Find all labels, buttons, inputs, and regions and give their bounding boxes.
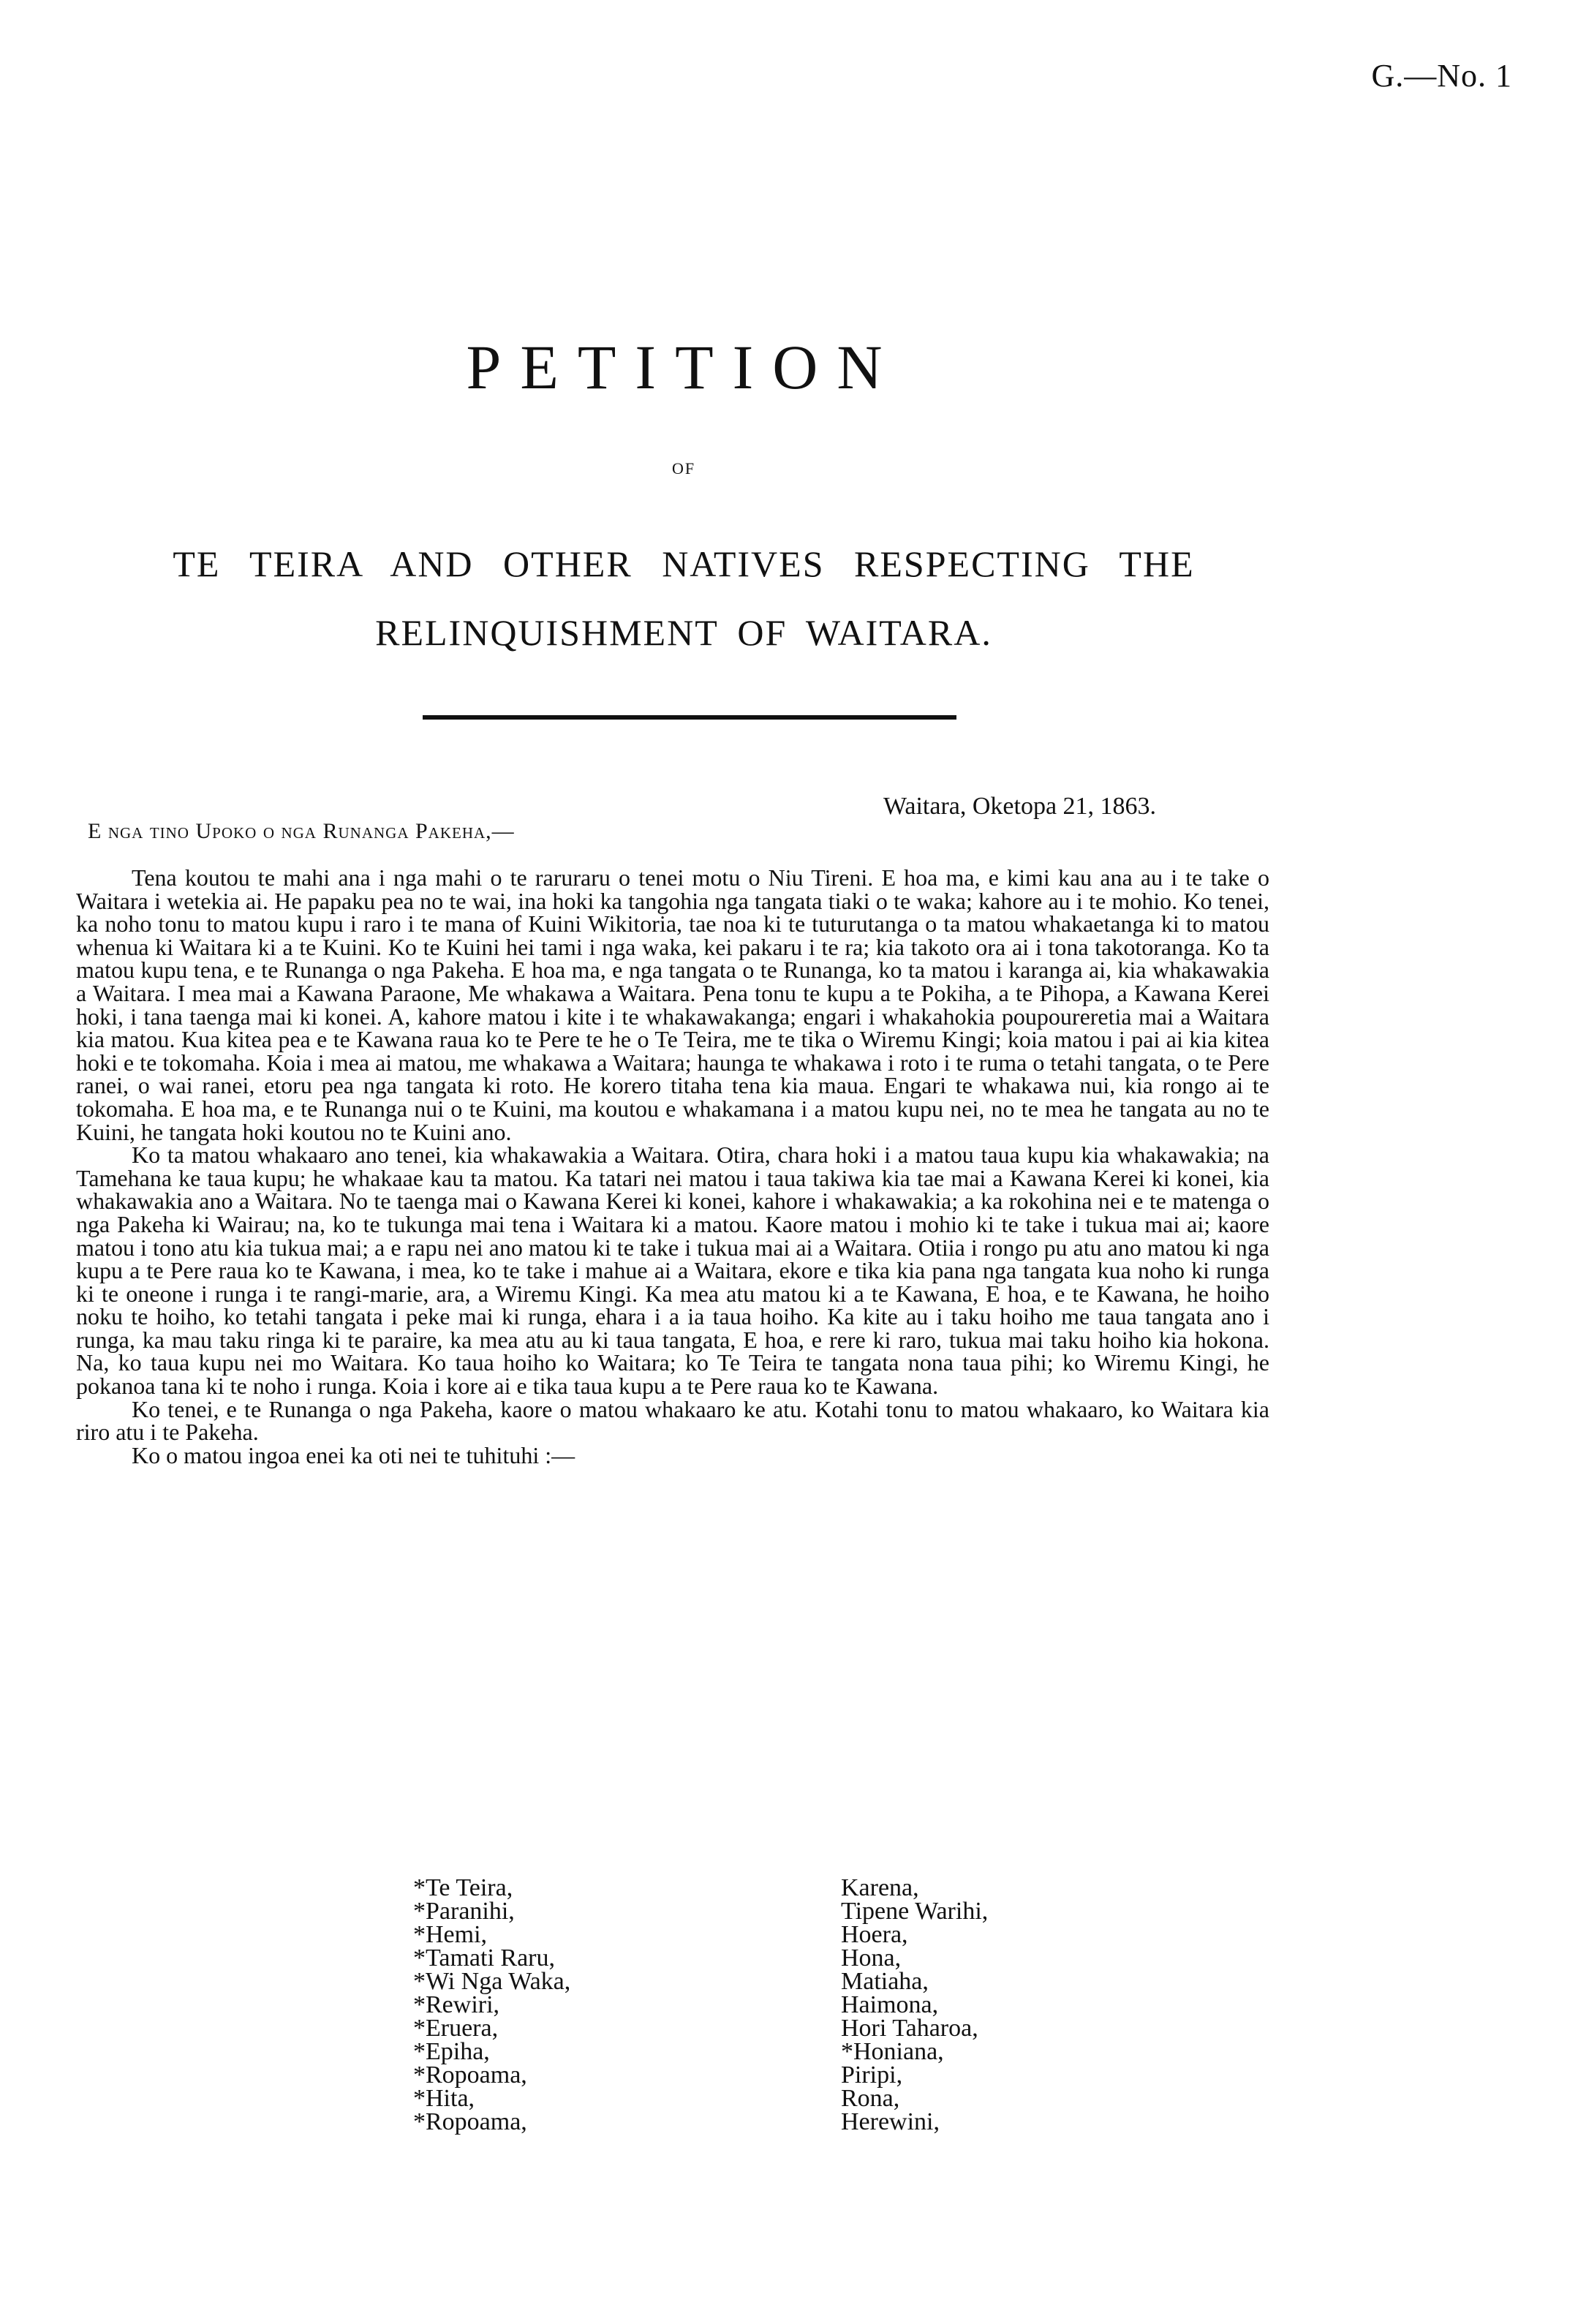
paragraph-2: Ko ta matou whakaaro ano tenei, kia whakawakia a Waitara. Otira, chara hoki i a matou taua kupu kia whakawakia; na Tamehana ke taua kupu; he whakaae kau ta matou. Ka tatari nei matou i taua takiwa kia tae mai a Kawana Kerei ki konei, kia whakawakia ano a Waitara. No te taenga mai o Kawana Kerei ki konei, kahore i whakawakia; a ka rokohina nei e te matenga o nga Pakeha ki Wairau; na, ko te tukunga mai tena i Waitara ki a matou. Kaore matou i mohio ki te take i tukua mai ai; kaore matou i tono atu kia tukua mai; a e rapu nei ano matou ki te take i tukua mai ai a Waitara. Otiia i rongo pu atu ano matou ki nga kupu a te Pere raua ko te Kawana, i mea, ko te take i mahue ai a Waitara, ekore e tika kia pana nga tangata kua noho ki runga ki te oneone i runga i te rangi-marie, ara, a Wiremu Kingi. Ka mea atu matou ki a te Kawana, E hoa, e te Kawana, he hoiho noku te hoiho, ko tetahi tangata i peke mai ki runga, ehara i a ia taua hoiho. Ka kite au i taku hoiho me taua tangata ano i runga, ka mau taku ringa ki te paraire, ka mea atu au ki taua tangata, E hoa, e rere ki raro, tukua mai taku hoiho kia hokona. Na, ko taua kupu nei mo Waitara. Ko taua hoiho ko Waitara; ko Te Teira te tangata nona taua pihi; ko Wiremu Kingi, he pokanoa tana ki te noho i runga. Koia i kore ai e tika taua kupu a te Pere raua ko te Kawana.: [76, 1142, 1269, 1400]
paragraph-1: Tena koutou te mahi ana i nga mahi o te raruraru o tenei motu o Niu Tireni. E hoa ma, e kimi kau ana au i te take o Waitara i wetekia ai. He papaku pea no te wai, ina hoki ka tangohia nga tangata tiaki o te waka; kahore au i te mohio. Ko tenei, ka noho tonu to matou kupu i raro i te mana of Kuini Wikitoria, tae noa ki te tuturutanga o ta matou whakaetanga ki to matou whenua ki Waitara ki a te Kuini. Ko te Kuini hei tami i nga waka, kei pakaru i te ra; kia takoto ora ai i tona takotoranga. Ko ta matou kupu tena, e te Runanga o nga Pakeha. E hoa ma, e nga tangata o te Runanga, ko ta matou i karanga ai, kia whakawakia a Waitara. I mea mai a Kawana Paraone, Me whakawa a Waitara. Pena tonu te kupu a te Pokiha, a te Pihopa, a Kawana Kerei hoki, i tana taenga mai ki konei. A, kahore matou i kite i te whakawakanga; engari i whakahokia poupoureretia mai a Waitara kia matou. Kua kitea pea e te Kawana raua ko te Pere te he o Te Teira, me te tika o Wiremu Kingi; koia matou i pai ai kia kitea hoki e te tokomaha. Koia i mea ai matou, me whakawa a Waitara; haunga te whakawa i roto i te ruma o tetahi tangata, o te Pere ranei, o wai ranei, etoru pea nga tangata ki roto. He korero titaha tena kia maua. Engari te whakawa nui, kia rongo ai te tokomaha. E hoa ma, e te Runanga nui o te Kuini, ma koutou e whakamana i a matou kupu nei, no te mea he tangata au no te Kuini, he tangata hoki koutou no te Kuini ano.: [76, 864, 1269, 1145]
document-title: PETITION: [466, 332, 902, 402]
signature-name: Hona,: [841, 1944, 902, 1972]
signature-name: *Rewiri,: [413, 1991, 500, 2018]
signature-name: Hori Taharoa,: [841, 2015, 978, 2042]
signature-name: *Te Teira,: [413, 1874, 513, 1901]
signature-name: *Ropoama,: [413, 2061, 527, 2089]
paragraph-3: Ko tenei, e te Runanga o nga Pakeha, kaore o matou whakaaro ke atu. Kotahi tonu to matou whakaaro, ko Waitara kia riro atu i te Pakeha.: [76, 1395, 1269, 1446]
signature-name: *Honiana,: [841, 2038, 944, 2065]
signature-name: *Epiha,: [413, 2038, 490, 2065]
document-subtitle-line-2: RELINQUISHMENT OF WAITARA.: [375, 612, 992, 653]
signature-column-right: [841, 1876, 988, 2134]
document-number: G.—No. 1: [1371, 58, 1512, 94]
signature-name: Matiaha,: [841, 1968, 929, 1995]
signature-name: Tipene Warihi,: [841, 1898, 989, 1925]
signature-name: Haimona,: [841, 1991, 939, 2018]
signature-name: Herewini,: [841, 2108, 940, 2135]
signature-name: *Wi Nga Waka,: [413, 1968, 571, 1995]
signature-name: *Ropoama,: [413, 2108, 527, 2135]
signature-name: Karena,: [841, 1874, 919, 1901]
signature-name: Piripi,: [841, 2061, 903, 2089]
letter-salutation: E nga tino Upoko o nga Runanga Pakeha,—: [88, 819, 515, 843]
signature-name: Hoera,: [841, 1921, 908, 1948]
letter-dateline: Waitara, Oketopa 21, 1863.: [883, 793, 1157, 820]
title-divider: [423, 715, 956, 720]
signature-name: *Eruera,: [413, 2015, 499, 2042]
signature-name: *Tamati Raru,: [413, 1944, 556, 1972]
signature-name: *Hemi,: [413, 1921, 488, 1948]
signature-column-left: [413, 1876, 570, 2134]
signature-name: *Paranihi,: [413, 1898, 515, 1925]
document-subtitle-line-1: TE TEIRA AND OTHER NATIVES RESPECTING THE: [173, 543, 1195, 584]
signature-name: *Hita,: [413, 2085, 475, 2112]
signature-name: Rona,: [841, 2085, 900, 2112]
title-of: OF: [671, 459, 696, 478]
letter-body: [76, 864, 1269, 1468]
paragraph-4: Ko o matou ingoa enei ka oti nei te tuhituhi :—: [132, 1441, 575, 1468]
